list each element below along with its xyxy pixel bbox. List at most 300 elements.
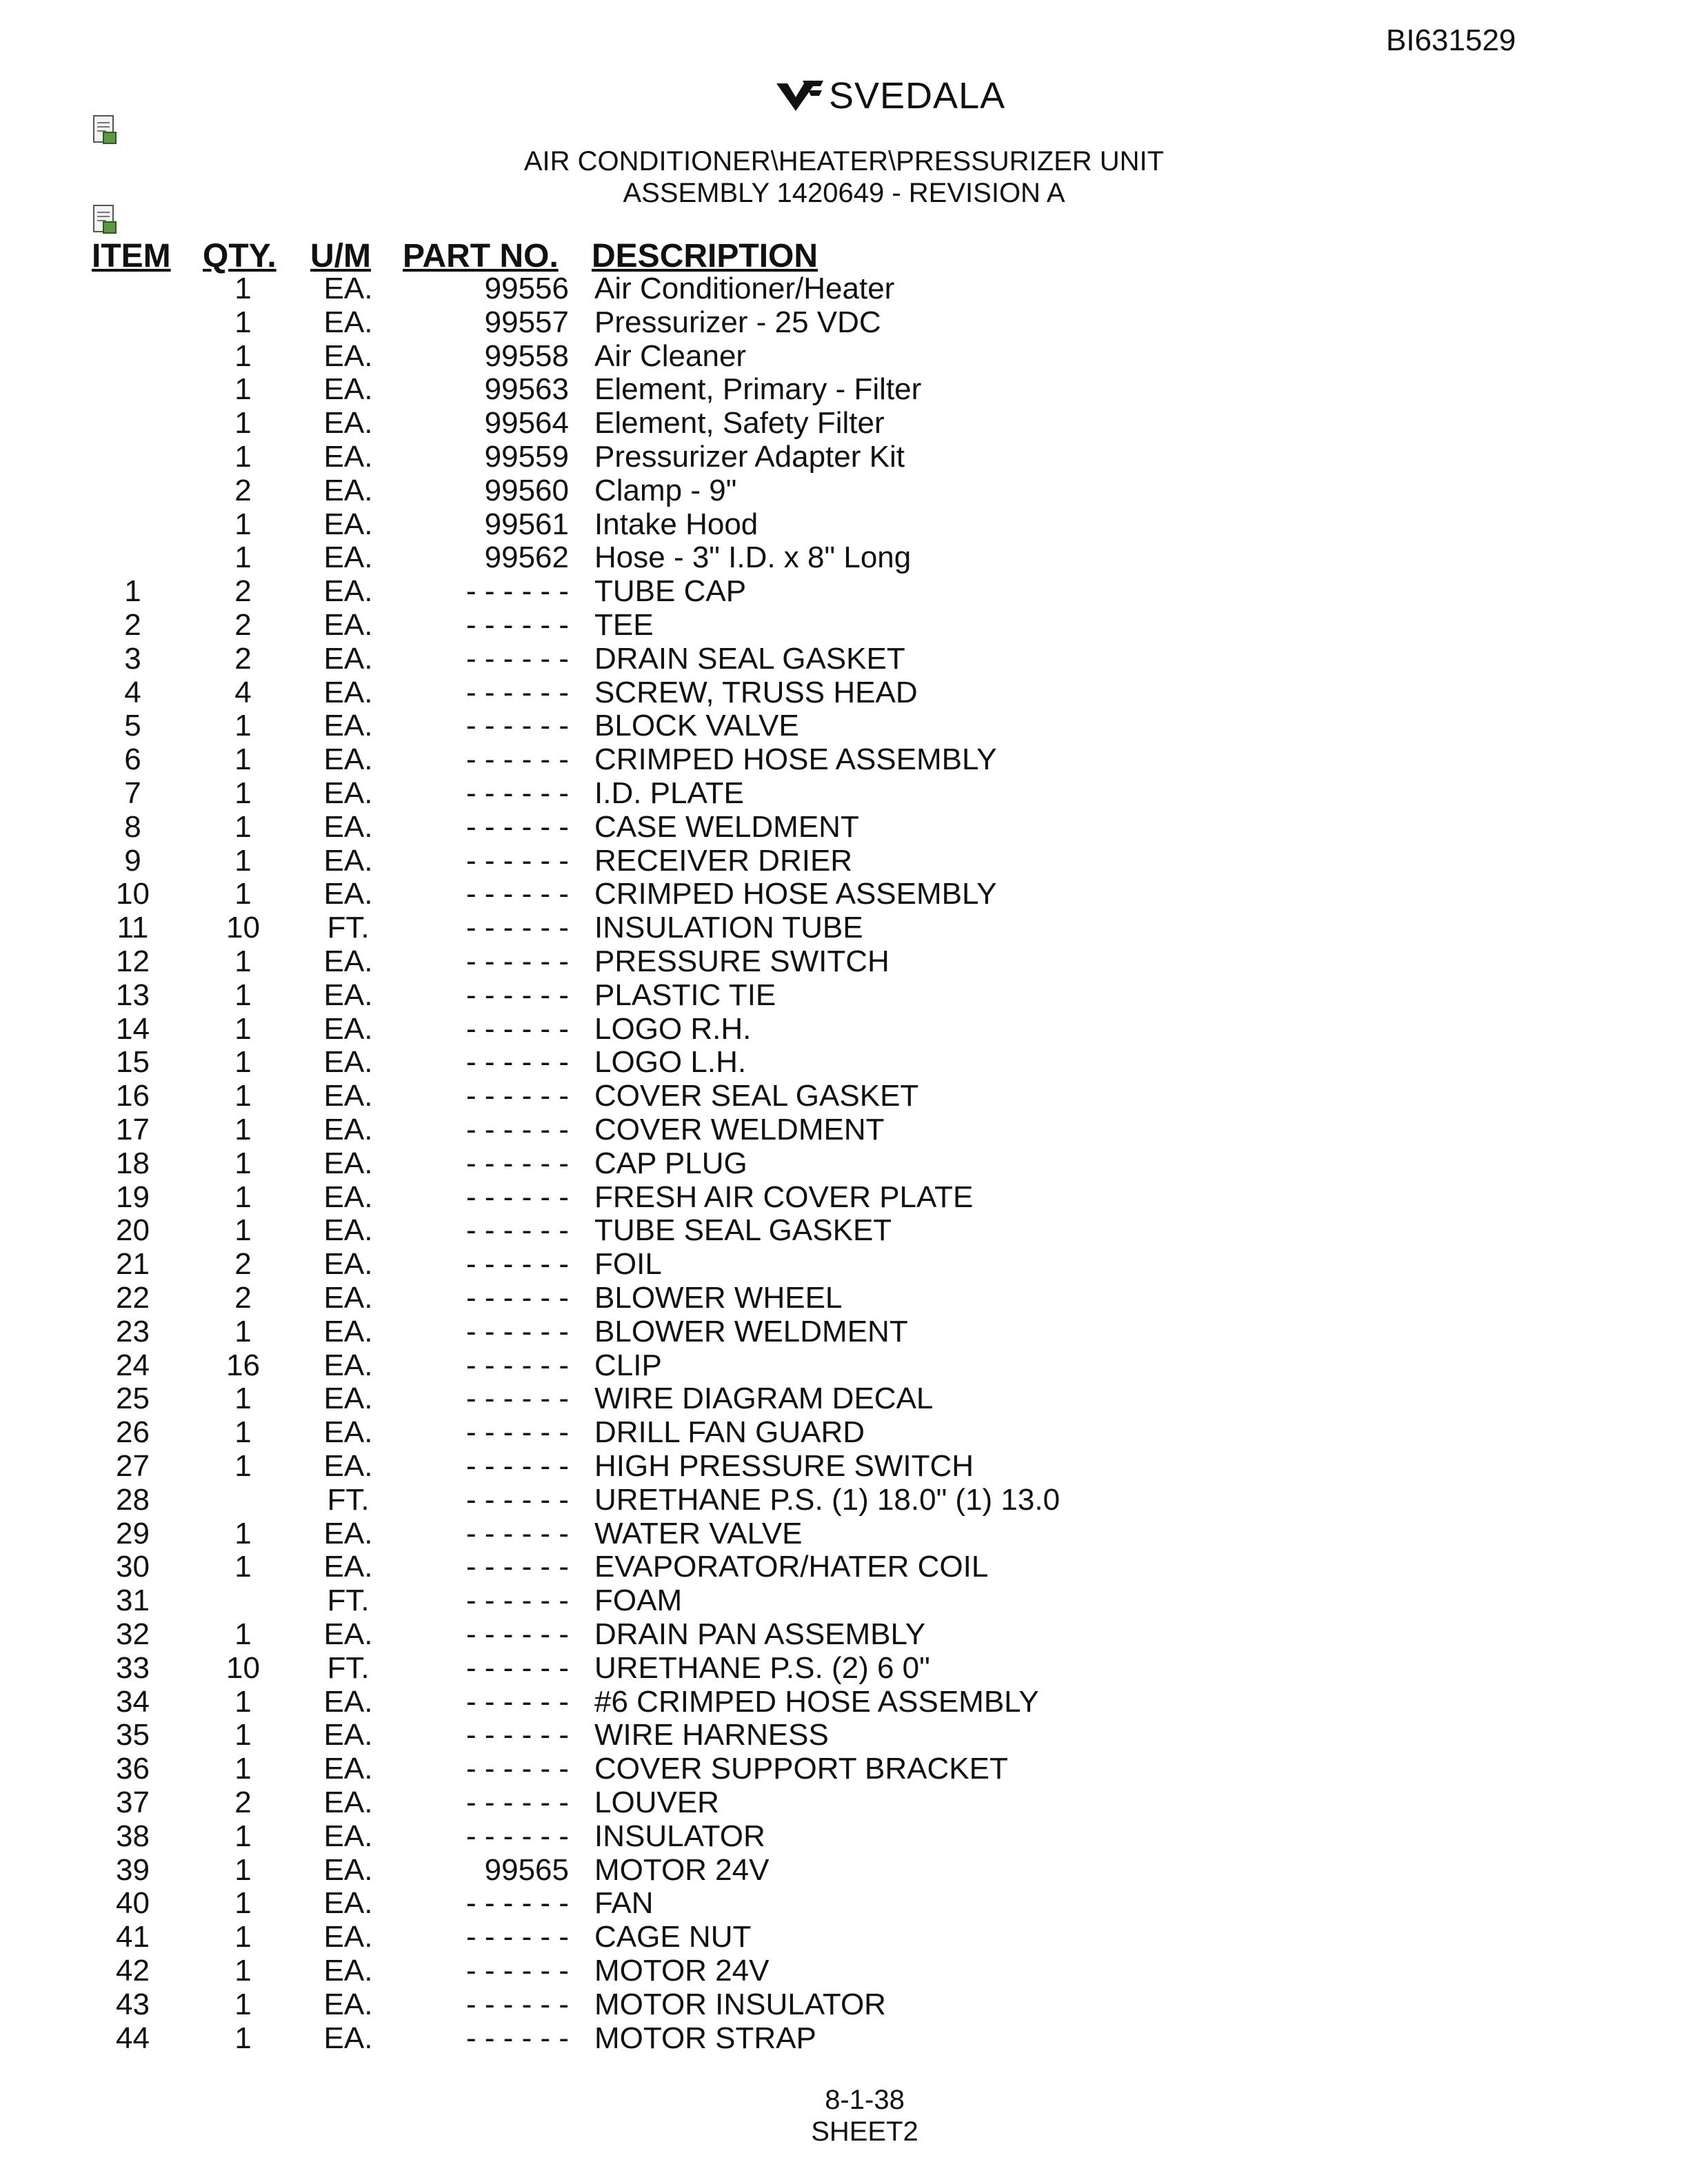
qty-cell: 1 — [234, 1079, 252, 1113]
um-cell: EA. — [323, 877, 373, 911]
document-title: AIR CONDITIONER\HEATER\PRESSURIZER UNIT — [523, 146, 1165, 176]
qty-cell: 10 — [226, 911, 260, 945]
part-number-cell: - - - - - - — [465, 1113, 569, 1146]
description-cell: WIRE DIAGRAM DECAL — [594, 1382, 934, 1416]
description-cell: DRAIN PAN ASSEMBLY — [594, 1617, 926, 1651]
um-cell: EA. — [323, 1314, 373, 1348]
description-cell: Element, Safety Filter — [594, 406, 885, 441]
um-cell: EA. — [323, 1684, 373, 1719]
part-number-cell: - - - - - - — [465, 1954, 569, 1988]
sheet-label: SHEET2 — [811, 2116, 918, 2147]
part-number-cell: - - - - - - — [465, 1348, 569, 1382]
um-cell: FT. — [327, 911, 370, 945]
qty-cell: 1 — [234, 944, 252, 978]
item-cell: 18 — [116, 1146, 150, 1180]
description-cell: Air Conditioner/Heater — [594, 272, 895, 305]
description-cell: PLASTIC TIE — [594, 978, 776, 1012]
table-row — [0, 877, 1688, 911]
part-number-cell: - - - - - - — [465, 1516, 569, 1550]
description-cell: MOTOR INSULATOR — [594, 1987, 886, 2021]
description-cell: CAGE NUT — [594, 1920, 752, 1954]
um-cell: EA. — [323, 1247, 373, 1282]
part-number-cell: - - - - - - — [465, 1449, 569, 1483]
description-cell: I.D. PLATE — [594, 776, 744, 810]
part-number-cell: 99560 — [484, 473, 569, 507]
description-cell: BLOWER WELDMENT — [594, 1314, 908, 1348]
qty-cell: 1 — [234, 1314, 252, 1348]
part-number-cell: - - - - - - — [465, 1886, 569, 1921]
item-cell: 43 — [116, 1987, 150, 2021]
column-header-description: DESCRIPTION — [592, 238, 818, 274]
part-number-cell: - - - - - - — [465, 1987, 569, 2021]
item-cell: 22 — [116, 1281, 150, 1315]
description-cell: MOTOR 24V — [594, 1954, 770, 1988]
qty-cell: 10 — [226, 1650, 260, 1685]
table-row — [0, 1988, 1688, 2021]
item-cell: 21 — [116, 1247, 150, 1282]
um-cell: EA. — [323, 809, 373, 844]
description-cell: TEE — [594, 608, 654, 642]
description-cell: Intake Hood — [594, 507, 758, 541]
item-cell: 23 — [116, 1314, 150, 1348]
table-row — [0, 1146, 1688, 1180]
part-number-cell: - - - - - - — [465, 944, 569, 978]
qty-cell: 2 — [234, 608, 252, 642]
um-cell: FT. — [327, 1482, 370, 1517]
description-cell: FOIL — [594, 1247, 662, 1282]
um-cell: EA. — [323, 2021, 373, 2055]
part-number-cell: - - - - - - — [465, 1584, 569, 1618]
um-cell: EA. — [323, 1180, 373, 1214]
um-cell: EA. — [323, 776, 373, 810]
part-number-cell: - - - - - - — [465, 1281, 569, 1315]
part-number-cell: - - - - - - — [465, 843, 569, 878]
part-number-cell: - - - - - - — [465, 574, 569, 609]
um-cell: EA. — [323, 709, 373, 743]
description-cell: COVER SEAL GASKET — [594, 1079, 919, 1113]
column-header-part-no: PART NO. — [403, 238, 559, 274]
part-number-cell: - - - - - - — [465, 742, 569, 777]
item-cell: 29 — [116, 1516, 150, 1550]
qty-cell: 1 — [234, 1718, 252, 1752]
qty-cell: 1 — [234, 1146, 252, 1180]
table-row — [0, 1281, 1688, 1315]
column-header-um: U/M — [310, 238, 371, 274]
qty-cell: 1 — [234, 1684, 252, 1719]
svedala-logo-icon — [772, 77, 827, 115]
um-cell: EA. — [323, 372, 373, 407]
description-cell: BLOWER WHEEL — [594, 1281, 843, 1315]
um-cell: EA. — [323, 1516, 373, 1550]
qty-cell: 4 — [234, 675, 252, 709]
description-cell: CRIMPED HOSE ASSEMBLY — [594, 877, 997, 911]
qty-cell: 1 — [234, 1180, 252, 1214]
item-cell: 15 — [116, 1045, 150, 1080]
um-cell: EA. — [323, 944, 373, 978]
qty-cell: 1 — [234, 406, 252, 441]
um-cell: EA. — [323, 1920, 373, 1954]
table-row — [0, 911, 1688, 944]
um-cell: EA. — [323, 338, 373, 373]
um-cell: EA. — [323, 978, 373, 1012]
description-cell: URETHANE P.S. (1) 18.0" (1) 13.0 — [594, 1482, 1061, 1517]
um-cell: EA. — [323, 1213, 373, 1248]
part-number-cell: 99564 — [484, 406, 569, 441]
table-row — [0, 1247, 1688, 1281]
table-row — [0, 1517, 1688, 1550]
um-cell: EA. — [323, 1045, 373, 1080]
table-row — [0, 272, 1688, 305]
um-cell: EA. — [323, 1617, 373, 1651]
qty-cell: 1 — [234, 843, 252, 878]
qty-cell: 2 — [234, 473, 252, 507]
item-cell: 17 — [116, 1113, 150, 1146]
part-number-cell: - - - - - - — [465, 1482, 569, 1517]
description-cell: MOTOR 24V — [594, 1852, 770, 1887]
description-cell: LOUVER — [594, 1786, 719, 1819]
table-row — [0, 1752, 1688, 1786]
table-row — [0, 406, 1688, 440]
part-number-cell: - - - - - - — [465, 809, 569, 844]
part-number-cell: - - - - - - — [465, 1819, 569, 1853]
description-cell: SCREW, TRUSS HEAD — [594, 675, 918, 709]
part-number-cell: - - - - - - — [465, 1146, 569, 1180]
qty-cell: 1 — [234, 742, 252, 777]
table-row — [0, 1886, 1688, 1920]
qty-cell: 2 — [234, 1786, 252, 1819]
description-cell: CRIMPED HOSE ASSEMBLY — [594, 742, 997, 777]
description-cell: Hose - 3" I.D. x 8" Long — [594, 540, 912, 575]
qty-cell: 1 — [234, 877, 252, 911]
um-cell: EA. — [323, 1079, 373, 1113]
description-cell: Air Cleaner — [594, 338, 747, 373]
table-row — [0, 474, 1688, 507]
column-header-item: ITEM — [92, 238, 171, 274]
table-row — [0, 2021, 1688, 2055]
item-cell: 33 — [116, 1650, 150, 1685]
item-cell: 36 — [116, 1752, 150, 1786]
table-row — [0, 944, 1688, 978]
table-row — [0, 1651, 1688, 1685]
qty-cell: 1 — [234, 272, 252, 305]
part-number-cell: 99561 — [484, 507, 569, 541]
um-cell: EA. — [323, 1382, 373, 1416]
qty-cell: 2 — [234, 574, 252, 609]
qty-cell: 1 — [234, 372, 252, 407]
item-cell: 13 — [116, 978, 150, 1012]
qty-cell: 1 — [234, 1886, 252, 1921]
item-cell: 38 — [116, 1819, 150, 1853]
um-cell: EA. — [323, 1348, 373, 1382]
description-cell: Clamp - 9" — [594, 473, 737, 507]
table-row — [0, 1045, 1688, 1079]
part-number-cell: - - - - - - — [465, 709, 569, 743]
description-cell: INSULATION TUBE — [594, 911, 863, 945]
table-row — [0, 978, 1688, 1012]
document-subtitle: ASSEMBLY 1420649 - REVISION A — [623, 178, 1065, 208]
description-cell: CLIP — [594, 1348, 662, 1382]
um-cell: EA. — [323, 1146, 373, 1180]
item-cell: 14 — [116, 1011, 150, 1046]
description-cell: Element, Primary - Filter — [594, 372, 922, 407]
qty-cell: 1 — [234, 540, 252, 575]
description-cell: INSULATOR — [594, 1819, 765, 1853]
um-cell: EA. — [323, 1987, 373, 2021]
part-number-cell: - - - - - - — [465, 641, 569, 676]
qty-cell: 1 — [234, 338, 252, 373]
item-cell: 42 — [116, 1954, 150, 1988]
um-cell: EA. — [323, 1886, 373, 1921]
table-row — [0, 372, 1688, 406]
part-number-cell: - - - - - - — [465, 1752, 569, 1786]
table-row — [0, 1449, 1688, 1483]
description-cell: Pressurizer Adapter Kit — [594, 440, 905, 474]
table-row — [0, 1415, 1688, 1449]
table-row — [0, 1853, 1688, 1887]
qty-cell: 2 — [234, 641, 252, 676]
table-row — [0, 540, 1688, 574]
item-cell: 2 — [124, 608, 141, 642]
table-row — [0, 1382, 1688, 1415]
qty-cell: 1 — [234, 776, 252, 810]
part-number-cell: - - - - - - — [465, 1213, 569, 1248]
description-cell: BLOCK VALVE — [594, 709, 799, 743]
item-cell: 12 — [116, 944, 150, 978]
description-cell: URETHANE P.S. (2) 6 0" — [594, 1650, 930, 1685]
qty-cell: 1 — [234, 809, 252, 844]
part-number-cell: - - - - - - — [465, 1617, 569, 1651]
part-number-cell: 99565 — [484, 1852, 569, 1887]
table-row — [0, 1348, 1688, 1382]
description-cell: TUBE SEAL GASKET — [594, 1213, 892, 1248]
description-cell: #6 CRIMPED HOSE ASSEMBLY — [594, 1684, 1039, 1719]
part-number-cell: - - - - - - — [465, 1079, 569, 1113]
table-row — [0, 1012, 1688, 1046]
um-cell: EA. — [323, 305, 373, 339]
qty-cell: 1 — [234, 1213, 252, 1248]
table-row — [0, 1685, 1688, 1719]
part-number-cell: - - - - - - — [465, 1045, 569, 1080]
item-cell: 25 — [116, 1382, 150, 1416]
item-cell: 24 — [116, 1348, 150, 1382]
part-number-cell: 99562 — [484, 540, 569, 575]
um-cell: EA. — [323, 1113, 373, 1146]
item-cell: 27 — [116, 1449, 150, 1483]
item-cell: 20 — [116, 1213, 150, 1248]
table-row — [0, 507, 1688, 541]
table-row — [0, 844, 1688, 878]
um-cell: EA. — [323, 1718, 373, 1752]
qty-cell: 1 — [234, 1752, 252, 1786]
um-cell: FT. — [327, 1650, 370, 1685]
table-row — [0, 1617, 1688, 1651]
um-cell: EA. — [323, 1752, 373, 1786]
table-row — [0, 1180, 1688, 1214]
item-cell: 1 — [124, 574, 141, 609]
qty-cell: 1 — [234, 1415, 252, 1450]
item-cell: 7 — [124, 776, 141, 810]
description-cell: RECEIVER DRIER — [594, 843, 853, 878]
description-cell: FOAM — [594, 1584, 683, 1618]
part-number-cell: - - - - - - — [465, 1011, 569, 1046]
qty-cell: 1 — [234, 2021, 252, 2055]
qty-cell: 2 — [234, 1281, 252, 1315]
description-cell: DRILL FAN GUARD — [594, 1415, 865, 1450]
item-cell: 44 — [116, 2021, 150, 2055]
qty-cell: 1 — [234, 507, 252, 541]
qty-cell: 1 — [234, 1011, 252, 1046]
table-row — [0, 1920, 1688, 1954]
qty-cell: 1 — [234, 1920, 252, 1954]
description-cell: FAN — [594, 1886, 654, 1921]
part-number-cell: 99563 — [484, 372, 569, 407]
part-number-cell: - - - - - - — [465, 877, 569, 911]
um-cell: EA. — [323, 1415, 373, 1450]
part-number-cell: - - - - - - — [465, 1550, 569, 1584]
table-row — [0, 305, 1688, 339]
um-cell: EA. — [323, 1449, 373, 1483]
qty-cell: 1 — [234, 1045, 252, 1080]
table-row — [0, 1113, 1688, 1146]
item-cell: 40 — [116, 1886, 150, 1921]
um-cell: EA. — [323, 608, 373, 642]
item-cell: 39 — [116, 1852, 150, 1887]
qty-cell: 16 — [226, 1348, 260, 1382]
part-number-cell: - - - - - - — [465, 1684, 569, 1719]
part-number-cell: - - - - - - — [465, 1180, 569, 1214]
item-cell: 4 — [124, 675, 141, 709]
um-cell: EA. — [323, 1954, 373, 1988]
qty-cell: 1 — [234, 305, 252, 339]
part-number-cell: - - - - - - — [465, 608, 569, 642]
item-cell: 10 — [116, 877, 150, 911]
table-row — [0, 574, 1688, 608]
description-cell: TUBE CAP — [594, 574, 747, 609]
um-cell: EA. — [323, 641, 373, 676]
part-number-cell: 99558 — [484, 338, 569, 373]
part-number-cell: - - - - - - — [465, 1382, 569, 1416]
um-cell: EA. — [323, 1011, 373, 1046]
description-cell: FRESH AIR COVER PLATE — [594, 1180, 974, 1214]
document-number: BI631529 — [1386, 23, 1516, 57]
table-row — [0, 1718, 1688, 1752]
description-cell: PRESSURE SWITCH — [594, 944, 890, 978]
item-cell: 11 — [117, 911, 149, 945]
table-row — [0, 1954, 1688, 1988]
description-cell: MOTOR STRAP — [594, 2021, 816, 2055]
item-cell: 32 — [116, 1617, 150, 1651]
part-number-cell: - - - - - - — [465, 1718, 569, 1752]
table-row — [0, 1315, 1688, 1348]
part-number-cell: 99556 — [484, 272, 569, 305]
um-cell: EA. — [323, 1819, 373, 1853]
um-cell: EA. — [323, 272, 373, 305]
item-cell: 34 — [116, 1684, 150, 1719]
table-row — [0, 1786, 1688, 1819]
um-cell: EA. — [323, 1281, 373, 1315]
um-cell: FT. — [327, 1584, 370, 1618]
qty-cell: 1 — [234, 440, 252, 474]
part-number-cell: - - - - - - — [465, 1920, 569, 1954]
description-cell: WIRE HARNESS — [594, 1718, 829, 1752]
um-cell: EA. — [323, 540, 373, 575]
item-cell: 3 — [124, 641, 141, 676]
qty-cell: 1 — [234, 1113, 252, 1146]
qty-cell: 1 — [234, 1449, 252, 1483]
item-cell: 35 — [116, 1718, 150, 1752]
table-row — [0, 709, 1688, 742]
item-cell: 5 — [124, 709, 141, 743]
qty-cell: 1 — [234, 1617, 252, 1651]
qty-cell: 1 — [234, 1382, 252, 1416]
description-cell: Pressurizer - 25 VDC — [594, 305, 881, 339]
description-cell: LOGO L.H. — [594, 1045, 747, 1080]
table-row — [0, 676, 1688, 709]
table-row — [0, 1819, 1688, 1853]
description-cell: COVER WELDMENT — [594, 1113, 885, 1146]
document-file-icon[interactable] — [91, 114, 119, 146]
um-cell: EA. — [323, 675, 373, 709]
page-number: 8-1-38 — [825, 2085, 905, 2115]
table-row — [0, 339, 1688, 373]
description-cell: CASE WELDMENT — [594, 809, 859, 844]
part-number-cell: 99559 — [484, 440, 569, 474]
um-cell: EA. — [323, 742, 373, 777]
um-cell: EA. — [323, 1550, 373, 1584]
part-number-cell: - - - - - - — [465, 2021, 569, 2055]
um-cell: EA. — [323, 1786, 373, 1819]
part-number-cell: - - - - - - — [465, 776, 569, 810]
part-number-cell: - - - - - - — [465, 675, 569, 709]
table-row — [0, 742, 1688, 776]
brand-logo — [772, 74, 1005, 117]
item-cell: 19 — [116, 1180, 150, 1214]
description-cell: EVAPORATOR/HATER COIL — [594, 1550, 989, 1584]
um-cell: EA. — [323, 440, 373, 474]
description-cell: CAP PLUG — [594, 1146, 747, 1180]
um-cell: EA. — [323, 574, 373, 609]
part-number-cell: - - - - - - — [465, 1786, 569, 1819]
um-cell: EA. — [323, 507, 373, 541]
item-cell: 30 — [116, 1550, 150, 1584]
part-number-cell: 99557 — [484, 305, 569, 339]
qty-cell: 1 — [234, 1819, 252, 1853]
logo-text: SVEDALA — [829, 75, 1006, 117]
description-cell: COVER SUPPORT BRACKET — [594, 1752, 1008, 1786]
um-cell: EA. — [323, 473, 373, 507]
part-number-cell: - - - - - - — [465, 978, 569, 1012]
part-number-cell: - - - - - - — [465, 911, 569, 945]
table-row — [0, 776, 1688, 810]
item-cell: 41 — [116, 1920, 150, 1954]
item-cell: 28 — [116, 1482, 150, 1517]
table-row — [0, 1550, 1688, 1584]
table-row — [0, 1213, 1688, 1247]
qty-cell: 1 — [234, 1516, 252, 1550]
item-cell: 6 — [124, 742, 141, 777]
table-row — [0, 642, 1688, 676]
table-row — [0, 1584, 1688, 1617]
um-cell: EA. — [323, 843, 373, 878]
qty-cell: 1 — [234, 978, 252, 1012]
qty-cell: 2 — [234, 1247, 252, 1282]
part-number-cell: - - - - - - — [465, 1415, 569, 1450]
um-cell: EA. — [323, 406, 373, 441]
qty-cell: 1 — [234, 1954, 252, 1988]
um-cell: EA. — [323, 1852, 373, 1887]
qty-cell: 1 — [234, 709, 252, 743]
part-number-cell: - - - - - - — [465, 1314, 569, 1348]
